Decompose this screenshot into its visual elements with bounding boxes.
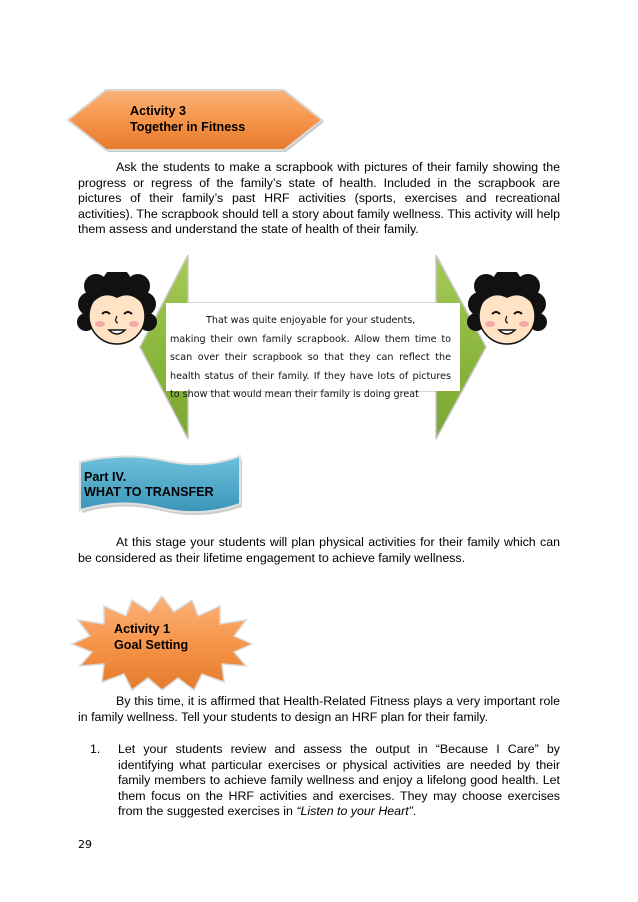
- numbered-list: [90, 742, 560, 820]
- callout-text: [170, 312, 451, 405]
- part-4-line1: Part IV.: [84, 470, 127, 484]
- list-item-end: .: [412, 804, 417, 819]
- goal-setting-intro: By this time, it is affirmed that Health-Related Fitness plays a very important role in family wellness. Tell your students to design an HRF plan for their family.: [78, 694, 560, 724]
- girl-face-left-icon: [76, 272, 158, 348]
- list-item-emphasis: “Listen to your Heart”: [296, 804, 413, 819]
- list-item-number: 1.: [90, 742, 101, 756]
- part-4-line2: WHAT TO TRANSFER: [84, 485, 214, 499]
- activity-1-line2: Goal Setting: [114, 637, 189, 652]
- transfer-description: At this stage your students will plan physical activities for their family which can be considered as their lifetime engagement to achieve family wellness.: [78, 535, 560, 565]
- activity-3-line2: Together in Fitness: [130, 119, 246, 134]
- scrapbook-instructions: Ask the students to make a scrapbook with pictures of their family showing the progress or regress of the family’s state of health. Included in the scrapbook are pictures of their family’s past HRF activities (sports, exercises and recreational activities). The scrapbook should tell a story about family wellness. This activity will help them assess and understand the state of health of their family.: [78, 160, 560, 237]
- list-item-body: Let your students review and assess the output in “Because I Care” by identifying what particular exercises or physical activities are needed by their family members to achieve family wellness and enjoy a lifelong good health. Let them focus on the HRF activities and exercises. They may choose exercises from the suggested exercises in: [118, 742, 560, 819]
- activity-3-title: [130, 104, 245, 135]
- list-item: [90, 742, 560, 820]
- page-number: 29: [78, 838, 92, 851]
- activity-3-line1: Activity 3: [130, 104, 186, 118]
- callout-rest: making their own family scrapbook. Allow them time to scan over their scrapbook so that they can reflect the health status of their family. If they have lots of pictures to show that would mean their family is doing great: [170, 333, 451, 401]
- part-4-title: [84, 470, 214, 500]
- activity-1-title: [114, 622, 188, 653]
- list-item-text: [118, 742, 560, 820]
- activity-1-line1: Activity 1: [114, 622, 170, 636]
- girl-face-right-icon: [466, 272, 548, 348]
- callout-line1: That was quite enjoyable for your students,: [206, 315, 416, 326]
